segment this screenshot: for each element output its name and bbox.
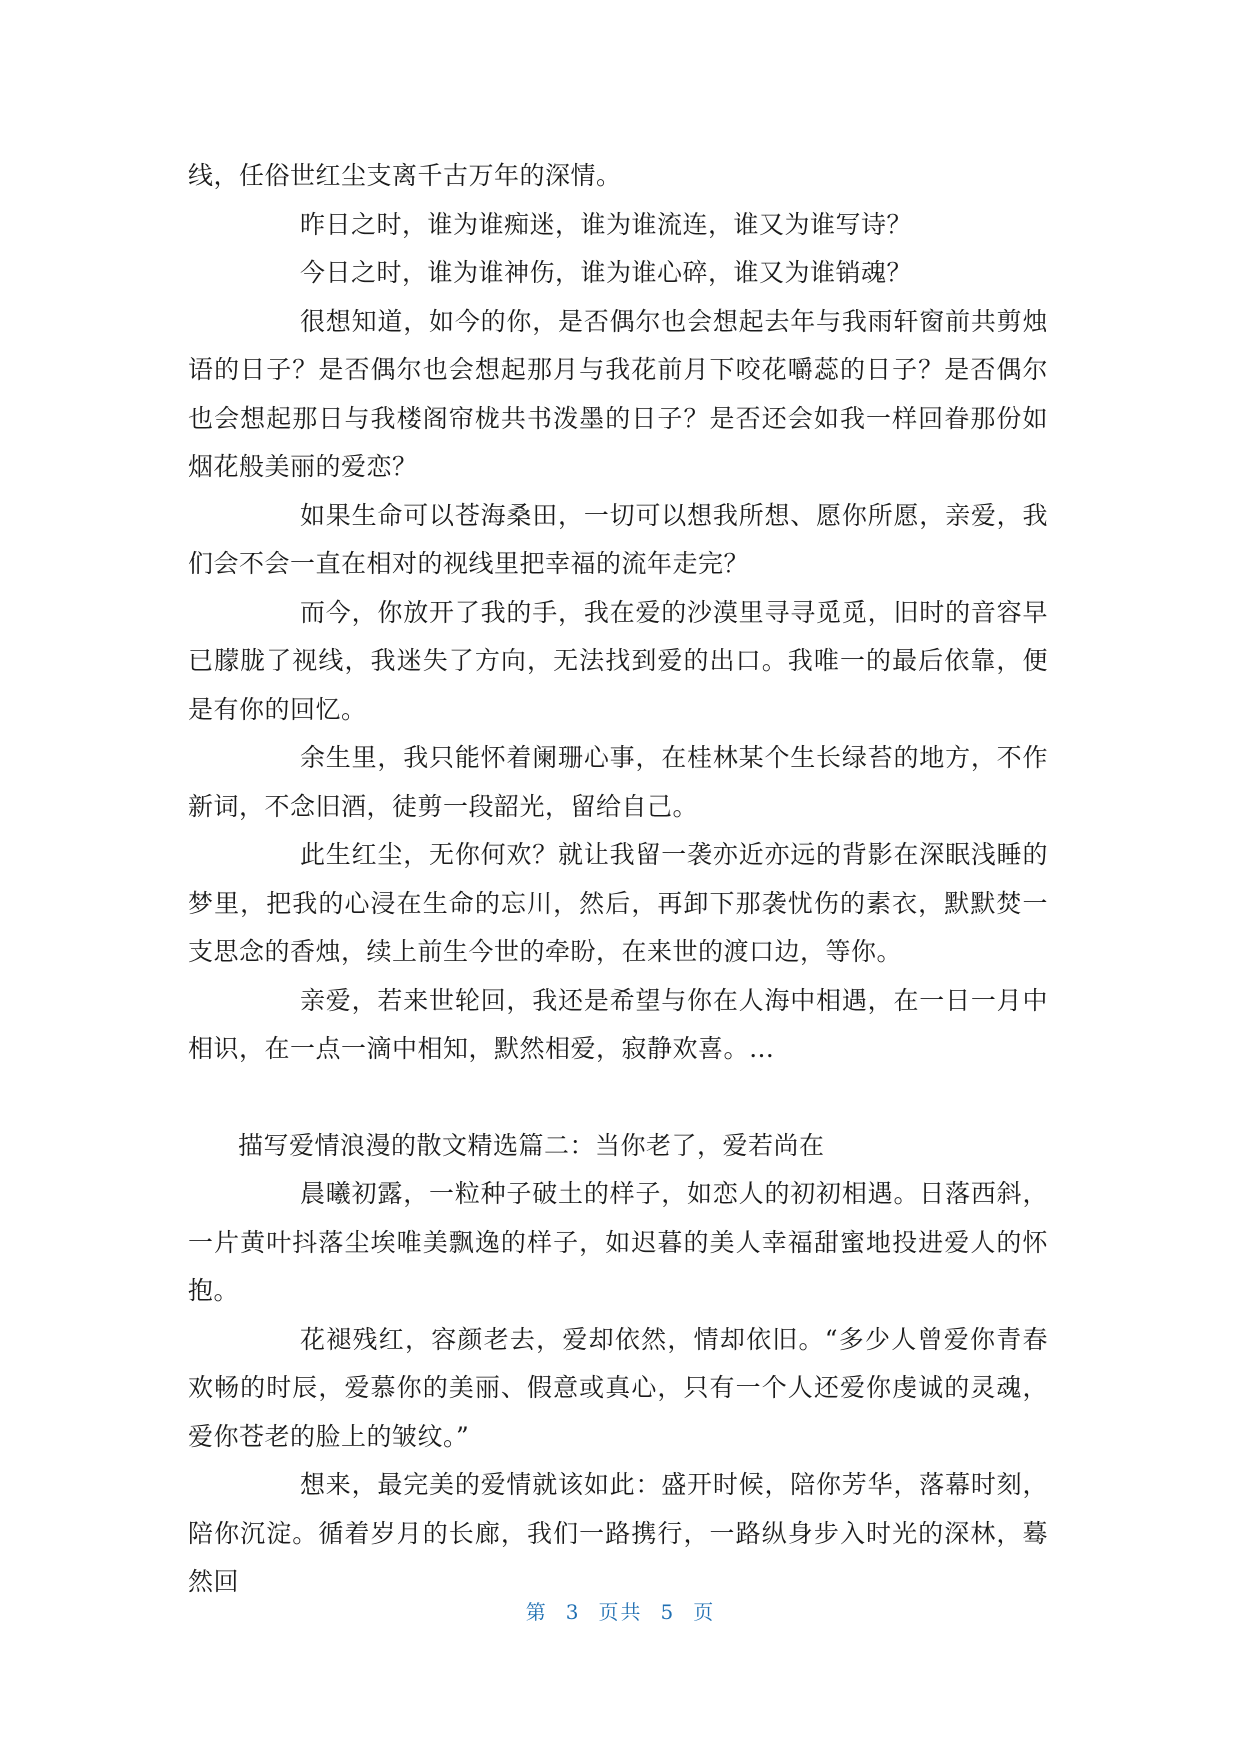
section-two-heading: 描写爱情浪漫的散文精选篇二：当你老了，爱若尚在: [238, 1130, 825, 1160]
paragraph: 余生里，我只能怀着阑珊心事，在桂林某个生长绿苔的地方，不作新词，不念旧酒，徒剪一段韶光，留给自己。: [188, 743, 1048, 821]
footer-middle: 页共: [598, 1600, 643, 1624]
paragraph: 花褪残红，容颜老去，爱却依然，情却依旧。“多少人曾爱你青春欢畅的时辰，爱慕你的美丽、假意或真心，只有一个人还爱你虔诚的灵魂，爱你苍老的脸上的皱纹。”: [188, 1324, 1048, 1451]
footer-suffix: 页: [693, 1600, 716, 1624]
paragraph: 亲爱，若来世轮回，我还是希望与你在人海中相遇，在一日一月中相识，在一点一滴中相知，默然相爱，寂静欢喜。…: [188, 985, 1048, 1063]
paragraph: 此生红尘，无你何欢？就让我留一袭亦近亦远的背影在深眠浅睡的梦里，把我的心浸在生命的忘川，然后，再卸下那袭忧伤的素衣，默默焚一支思念的香烛，续上前生今世的牵盼，在来世的渡口边，等你。: [188, 840, 1048, 966]
paragraph: 晨曦初露，一粒种子破土的样子，如恋人的初初相遇。日落西斜，一片黄叶抖落尘埃唯美飘逸的样子，如迟暮的美人幸福甜蜜地投进爱人的怀抱。: [188, 1179, 1048, 1305]
section-gap: [188, 1074, 1048, 1122]
paragraph: 线，任俗世红尘支离千古万年的深情。: [188, 161, 622, 190]
footer-prefix: 第: [525, 1600, 548, 1624]
page-footer: [0, 1596, 1241, 1625]
section-two: [188, 1170, 1048, 1607]
article-body: [188, 152, 1048, 1607]
footer-current-page: 3: [565, 1600, 581, 1624]
paragraph: 昨日之时，谁为谁痴迷，谁为谁流连，谁又为谁写诗？: [300, 209, 913, 239]
footer-total-pages: 5: [660, 1600, 676, 1624]
paragraph: 想来，最完美的爱情就该如此：盛开时候，陪你芳华，落幕时刻，陪你沉淀。循着岁月的长廊，我们一路携行，一路纵身步入时光的深林，蓦然回: [188, 1470, 1048, 1596]
paragraph: 如果生命可以苍海桑田，一切可以想我所想、愿你所愿，亲爱，我们会不会一直在相对的视线里把幸福的流年走完？: [188, 500, 1048, 578]
section-one: [188, 152, 1048, 1074]
paragraph: 很想知道，如今的你，是否偶尔也会想起去年与我雨轩窗前共剪烛语的日子？是否偶尔也会想起那月与我花前月下咬花嚼蕊的日子？是否偶尔也会想起那日与我楼阁帘栊共书泼墨的日子？是否还会如我一样回眷那份如烟花般美丽的爱恋？: [188, 306, 1048, 481]
paragraph: 今日之时，谁为谁神伤，谁为谁心碎，谁又为谁销魂？: [300, 258, 913, 287]
paragraph: 而今，你放开了我的手，我在爱的沙漠里寻寻觅觅，旧时的音容早已朦胧了视线，我迷失了方向，无法找到爱的出口。我唯一的最后依靠，便是有你的回忆。: [188, 597, 1048, 724]
